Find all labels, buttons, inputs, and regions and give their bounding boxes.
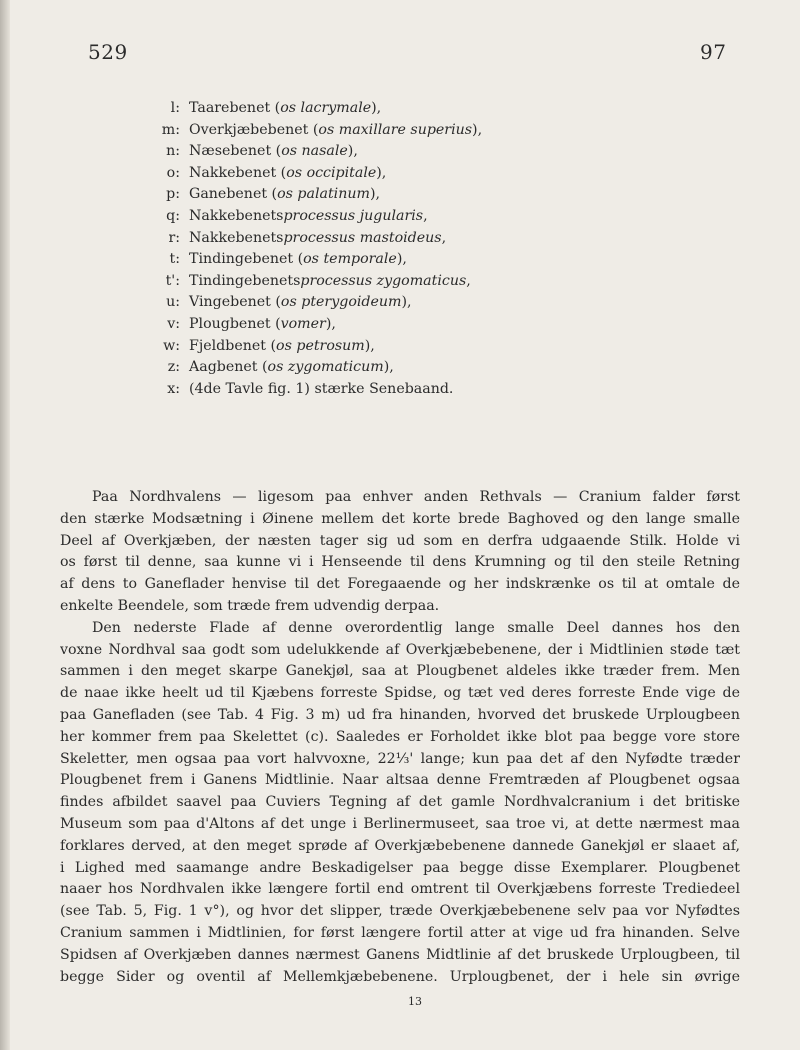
legend-punct: ), xyxy=(347,143,358,160)
text-line: af dens to Ganeflader henvise til det Foregaaende og her indskrænke os til at omtale de xyxy=(60,576,740,593)
legend-latin: os pterygoideum xyxy=(280,294,402,311)
legend-letter: q: xyxy=(166,207,180,224)
text-line: de naae ikke heelt ud til Kjæbens forreste Spidse, og tæt ved deres forreste Ende vige de xyxy=(60,685,740,702)
legend-letter: t': xyxy=(165,272,180,289)
legend-item xyxy=(150,98,770,120)
text-line: Deel af Overkjæben, der næsten tager sig ud som en derfra udgaaende Stilk. Holde vi xyxy=(60,532,740,549)
legend-letter: v: xyxy=(167,315,180,332)
legend-punct: ), xyxy=(472,121,483,138)
legend-text: Plougbenet ( xyxy=(189,315,281,332)
legend-punct: ), xyxy=(401,294,412,311)
text-line: voxne Nordhval saa godt som udelukkende af Overkjæbebenene, der i Midtlinien støde tæt xyxy=(60,641,740,658)
legend-text: Tindingebenets xyxy=(189,272,301,289)
text-line: paa Ganefladen (see Tab. 4 Fig. 3 m) ud fra hinanden, hvorved det bruskede Urplougbeen xyxy=(60,706,740,723)
legend-item xyxy=(150,336,770,358)
legend-letter: n: xyxy=(166,143,180,160)
legend-punct: ), xyxy=(396,251,407,268)
body-text xyxy=(60,487,740,988)
legend-text: Fjeldbenet ( xyxy=(189,337,277,354)
legend-letter: l: xyxy=(170,100,180,116)
text-line: enkelte Beendele, som træde frem udvendig derpaa. xyxy=(60,597,440,614)
legend-text: Nakkebenets xyxy=(189,229,284,246)
text-line: Spidsen af Overkjæben dannes nærmest Ganens Midtlinie af det bruskede Urplougbeen, til xyxy=(60,946,740,963)
legend-punct: , xyxy=(423,207,428,224)
legend-item xyxy=(150,379,770,401)
page-number-left: 529 xyxy=(88,40,128,64)
legend-item xyxy=(150,184,770,206)
legend-latin: processus mastoideus xyxy=(283,229,442,246)
legend-text: Nakkebenets xyxy=(189,207,284,224)
legend-text: Taarebenet ( xyxy=(189,100,281,116)
legend-text: Vingebenet ( xyxy=(189,294,281,311)
legend-punct: , xyxy=(466,272,471,289)
legend-item xyxy=(150,206,770,228)
figure-legend xyxy=(150,98,770,400)
legend-item xyxy=(150,357,770,379)
legend-item xyxy=(150,271,770,293)
legend-letter: x: xyxy=(167,380,180,397)
text-line: forklares derved, at den meget sprøde af Overkjæbebenene dannede Ganekjøl er slaaet af, xyxy=(60,837,740,854)
legend-latin: processus zygomaticus xyxy=(300,272,467,289)
page-number-right: 97 xyxy=(700,40,727,64)
text-line: begge Sider og oventil af Mellemkjæbebenene. Urplougbenet, der i hele sin øvrige xyxy=(60,968,740,985)
text-line: Museum som paa d'Altons af det unge i Berlinermuseet, saa troe vi, at dette nærmest maa xyxy=(60,815,740,832)
text-line: Skeletter, men ogsaa paa vort halvvoxne, 22⅓' lange; kun paa det af den Nyfødte træder xyxy=(60,750,740,767)
legend-latin: processus jugularis xyxy=(283,207,424,224)
text-line: naaer hos Nordhvalen ikke længere fortil end omtrent til Overkjæbens forreste Trediedeel xyxy=(60,881,740,898)
legend-punct: ), xyxy=(369,186,380,203)
legend-latin: os zygomaticum xyxy=(267,359,384,376)
legend-item xyxy=(150,249,770,271)
text-line: sammen i den meget skarpe Ganekjøl, saa at Plougbenet aldeles ikke træder frem. Men xyxy=(60,663,740,680)
legend-text: Nakkebenet ( xyxy=(189,164,287,181)
legend-latin: os palatinum xyxy=(277,186,370,203)
legend-item xyxy=(150,228,770,250)
legend-item xyxy=(150,314,770,336)
legend-punct: ), xyxy=(371,100,382,116)
legend-latin: os occipitale xyxy=(286,164,377,181)
legend-text: Overkjæbebenet ( xyxy=(189,121,319,138)
legend-letter: t: xyxy=(169,251,180,268)
text-line: i Lighed med saamange andre Beskadigelser paa begge disse Exemplarer. Plougbenet xyxy=(60,859,740,876)
legend-punct: , xyxy=(441,229,447,246)
legend-letter: m: xyxy=(161,121,180,138)
text-line: (see Tab. 5, Fig. 1 v°), og hvor det slipper, træde Overkjæbebenene selv paa vor Nyfødtes xyxy=(60,903,740,920)
text-line: os først til denne, saa kunne vi i Henseende til dens Krumning og til den steile Retning xyxy=(60,554,740,571)
legend-letter: r: xyxy=(168,229,180,246)
legend-text: Næsebenet ( xyxy=(189,143,282,160)
legend-latin: os lacrymale xyxy=(280,100,372,116)
legend-punct: ), xyxy=(376,164,387,181)
text-line: her kommer frem paa Skelettet (c). Saaledes er Forholdet ikke blot paa begge vore store xyxy=(60,728,740,745)
legend-latin: os temporale xyxy=(303,251,397,268)
legend-letter: z: xyxy=(167,359,180,376)
legend-latin: os petrosum xyxy=(276,337,365,354)
legend-latin: vomer xyxy=(280,315,326,332)
legend-letter: u: xyxy=(166,294,180,311)
text-line: den stærke Modsætning i Øinene mellem det korte brede Baghoved og den lange smalle xyxy=(60,510,740,527)
legend-text: Ganebenet ( xyxy=(189,186,278,203)
legend-punct: ), xyxy=(364,337,375,354)
legend-punct: ), xyxy=(383,359,394,376)
legend-item xyxy=(150,163,770,185)
text-line: Den nederste Flade af denne overordentlig lange smalle Deel dannes hos den xyxy=(92,619,740,636)
text-line: Plougbenet frem i Ganens Midtlinie. Naar altsaa denne Fremtræden af Plougbenet ogsaa xyxy=(60,772,740,789)
legend-latin: os nasale xyxy=(281,143,348,160)
text-line: Cranium sammen i Midtlinien, for først længere fortil atter at vige ud fra hinanden. Selve xyxy=(60,924,740,941)
legend-letter: w: xyxy=(163,337,180,354)
legend-item xyxy=(150,120,770,142)
legend-item xyxy=(150,292,770,314)
signature-mark: 13 xyxy=(408,995,422,1008)
legend-punct: ), xyxy=(325,315,336,332)
text-line: Paa Nordhvalens — ligesom paa enhver anden Rethvals — Cranium falder først xyxy=(92,489,740,505)
legend-letter: o: xyxy=(166,164,180,181)
legend-text: Tindingebenet ( xyxy=(189,251,304,268)
legend-latin: os maxillare superius xyxy=(318,121,473,138)
legend-item xyxy=(150,141,770,163)
legend-letter: p: xyxy=(166,186,180,203)
page-edge xyxy=(0,0,10,1050)
text-line: findes afbildet saavel paa Cuviers Tegning af det gamle Nordhvalcranium i det britiske xyxy=(60,794,740,811)
legend-text: Aagbenet ( xyxy=(189,359,268,376)
legend-text: (4de Tavle fig. 1) stærke Senebaand. xyxy=(189,380,454,397)
